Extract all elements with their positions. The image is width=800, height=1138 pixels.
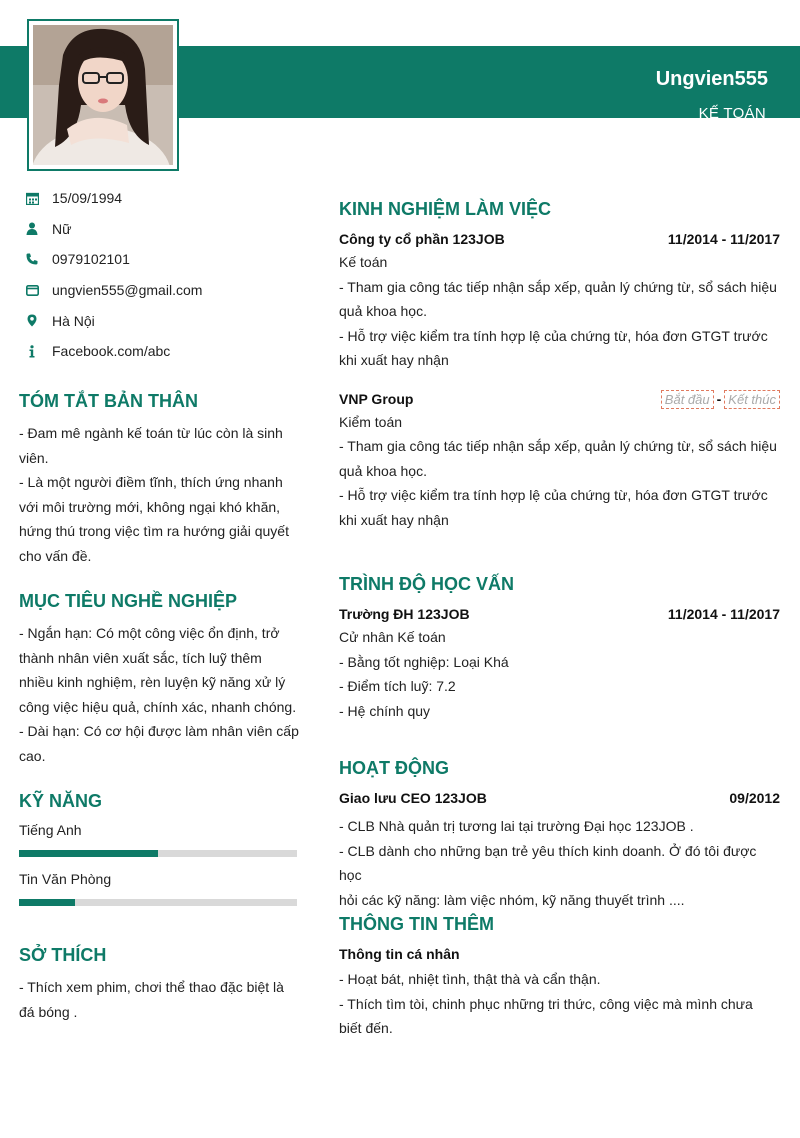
skill-item	[19, 822, 299, 857]
summary-line: viên.	[19, 449, 49, 466]
additional-title: THÔNG TIN THÊM	[339, 914, 494, 934]
contact-gender	[25, 214, 315, 245]
job-desc-line: quả khoa học.	[339, 303, 427, 319]
skill-bar-fill	[19, 899, 75, 906]
job-role: Kiểm toán	[339, 413, 403, 430]
summary-line: với môi trường mới, không ngại khó khăn,	[19, 498, 281, 515]
education-line: - Điểm tích luỹ: 7.2	[339, 678, 456, 694]
social-text: Facebook.com/abc	[52, 343, 171, 360]
job-desc-line: khi xuất hay nhận	[339, 511, 449, 528]
summary-title: TÓM TẮT BẢN THÂN	[19, 391, 198, 411]
summary-line: - Đam mê ngành kế toán từ lúc còn là sinh	[19, 425, 283, 441]
summary-section	[19, 391, 299, 568]
experience-job	[339, 391, 780, 533]
address-text: Hà Nội	[52, 312, 95, 329]
gender-text: Nữ	[52, 220, 72, 237]
end-date-field[interactable]: Kết thúc	[724, 390, 780, 409]
skill-bar-track	[19, 850, 297, 857]
hobbies-section	[19, 945, 299, 1024]
summary-line: - Là một người điềm tĩnh, thích ứng nhanh	[19, 474, 283, 490]
job-desc-line: - Hỗ trợ việc kiểm tra tính hợp lệ của chứng từ, hóa đơn GTGT trước	[339, 327, 768, 344]
contact-email	[25, 275, 315, 306]
skill-item	[19, 871, 299, 906]
education-date: 11/2014 - 11/2017	[667, 606, 780, 622]
objective-line: - Dài hạn: Có cơ hội được làm nhân viên cấp	[19, 723, 299, 739]
objective-title: MỤC TIÊU NGHỀ NGHIỆP	[19, 591, 238, 611]
objective-line: thành nhân viên xuất sắc, tích luỹ thêm	[19, 649, 262, 666]
summary-text	[19, 421, 299, 568]
activity-line: hỏi các kỹ năng: làm việc nhóm, kỹ năng thuyết trình ....	[339, 891, 685, 908]
phone-text: 0979102101	[52, 251, 130, 268]
skills-section	[19, 791, 299, 906]
experience-title: KINH NGHIỆM LÀM VIỆC	[339, 199, 552, 219]
objective-line: - Ngắn hạn: Có một công việc ổn định, trở	[19, 625, 280, 641]
activity-line: - CLB Nhà quản trị tương lai tại trường Đại học 123JOB .	[339, 818, 694, 834]
job-header	[339, 231, 780, 247]
additional-subtitle	[339, 946, 780, 962]
profile-photo-frame	[27, 19, 179, 171]
start-date-field[interactable]: Bắt đầu	[661, 390, 714, 409]
job-title: KẾ TOÁN	[698, 105, 766, 122]
contact-list	[25, 183, 315, 367]
phone-icon	[25, 252, 39, 266]
skill-name: Tin Văn Phòng	[19, 871, 112, 887]
education-section	[339, 574, 780, 723]
contact-phone	[25, 244, 315, 275]
map-pin-icon	[25, 314, 39, 328]
skills-title: KỸ NĂNG	[19, 791, 103, 811]
contact-address	[25, 305, 315, 336]
education-line: - Bằng tốt nghiệp: Loại Khá	[339, 653, 509, 670]
company-name: Công ty cổ phần 123JOB	[339, 231, 505, 247]
activities-section	[339, 758, 780, 912]
additional-subtitle-text: Thông tin cá nhân	[339, 946, 460, 962]
activities-title: HOẠT ĐỘNG	[339, 758, 449, 778]
additional-section	[339, 914, 780, 1041]
additional-line: - Hoạt bát, nhiệt tình, thật thà và cẩn thận.	[339, 971, 601, 987]
birthdate-text: 15/09/1994	[52, 190, 123, 207]
hobbies-title: SỞ THÍCH	[19, 945, 107, 965]
objective-line: cao.	[19, 747, 46, 764]
objective-text	[19, 621, 299, 768]
job-desc-line: - Tham gia công tác tiếp nhận sắp xếp, quản lý chứng từ, sổ sách hiệu	[339, 278, 777, 295]
job-desc-line: quả khoa học.	[339, 462, 427, 479]
calendar-icon	[25, 191, 39, 205]
additional-line: - Thích tìm tòi, chinh phục những tri thức, công việc mà mình chưa	[339, 995, 753, 1012]
date-separator: -	[716, 390, 722, 407]
additional-line: biết đến.	[339, 1020, 393, 1036]
job-date: 11/2014 - 11/2017	[667, 231, 780, 247]
experience-job	[339, 231, 780, 373]
education-header	[339, 606, 780, 622]
experience-section	[339, 199, 780, 532]
contact-social	[25, 336, 315, 367]
objective-section	[19, 591, 299, 768]
candidate-name: Ungvien555	[655, 68, 768, 90]
activity-date: 09/2012	[729, 790, 780, 806]
activity-name: Giao lưu CEO 123JOB	[339, 790, 487, 806]
hobbies-line: đá bóng .	[19, 1003, 78, 1020]
activity-header	[339, 790, 780, 806]
job-header	[339, 391, 780, 407]
objective-line: nhiều kinh nghiệm, rèn luyện kỹ năng xử lý	[19, 674, 286, 690]
skill-name: Tiếng Anh	[19, 822, 82, 838]
hobbies-line: - Thích xem phim, chơi thể thao đặc biệt là	[19, 979, 284, 995]
job-desc-line: - Tham gia công tác tiếp nhận sắp xếp, quản lý chứng từ, sổ sách hiệu	[339, 438, 777, 454]
summary-line: cho vấn đề.	[19, 547, 92, 564]
summary-line: hứng thú trong việc tìm ra hướng giải quyết	[19, 523, 289, 539]
skill-bar-track	[19, 899, 297, 906]
contact-birthdate	[25, 183, 315, 214]
job-desc-line: khi xuất hay nhận	[339, 352, 449, 368]
education-line: - Hệ chính quy	[339, 702, 431, 719]
company-name: VNP Group	[339, 390, 414, 407]
user-icon	[25, 222, 39, 236]
profile-photo	[33, 25, 173, 165]
job-desc-line: - Hỗ trợ việc kiểm tra tính hợp lệ của chứng từ, hóa đơn GTGT trước	[339, 487, 768, 503]
job-role: Kế toán	[339, 254, 388, 270]
education-title: TRÌNH ĐỘ HỌC VẤN	[339, 574, 514, 594]
info-icon	[25, 344, 39, 358]
objective-line: công việc hiệu quả, chính xác, nhanh chóng.	[19, 698, 297, 715]
school-name: Trường ĐH 123JOB	[339, 606, 470, 622]
email-icon	[25, 283, 39, 297]
skill-bar-fill	[19, 850, 158, 857]
job-date-placeholder	[661, 391, 780, 407]
hobbies-text	[19, 975, 299, 1024]
degree: Cử nhân Kế toán	[339, 629, 446, 645]
activity-line: - CLB dành cho những bạn trẻ yêu thích kinh doanh. Ở đó tôi được học	[339, 842, 757, 883]
email-text: ungvien555@gmail.com	[52, 282, 203, 299]
